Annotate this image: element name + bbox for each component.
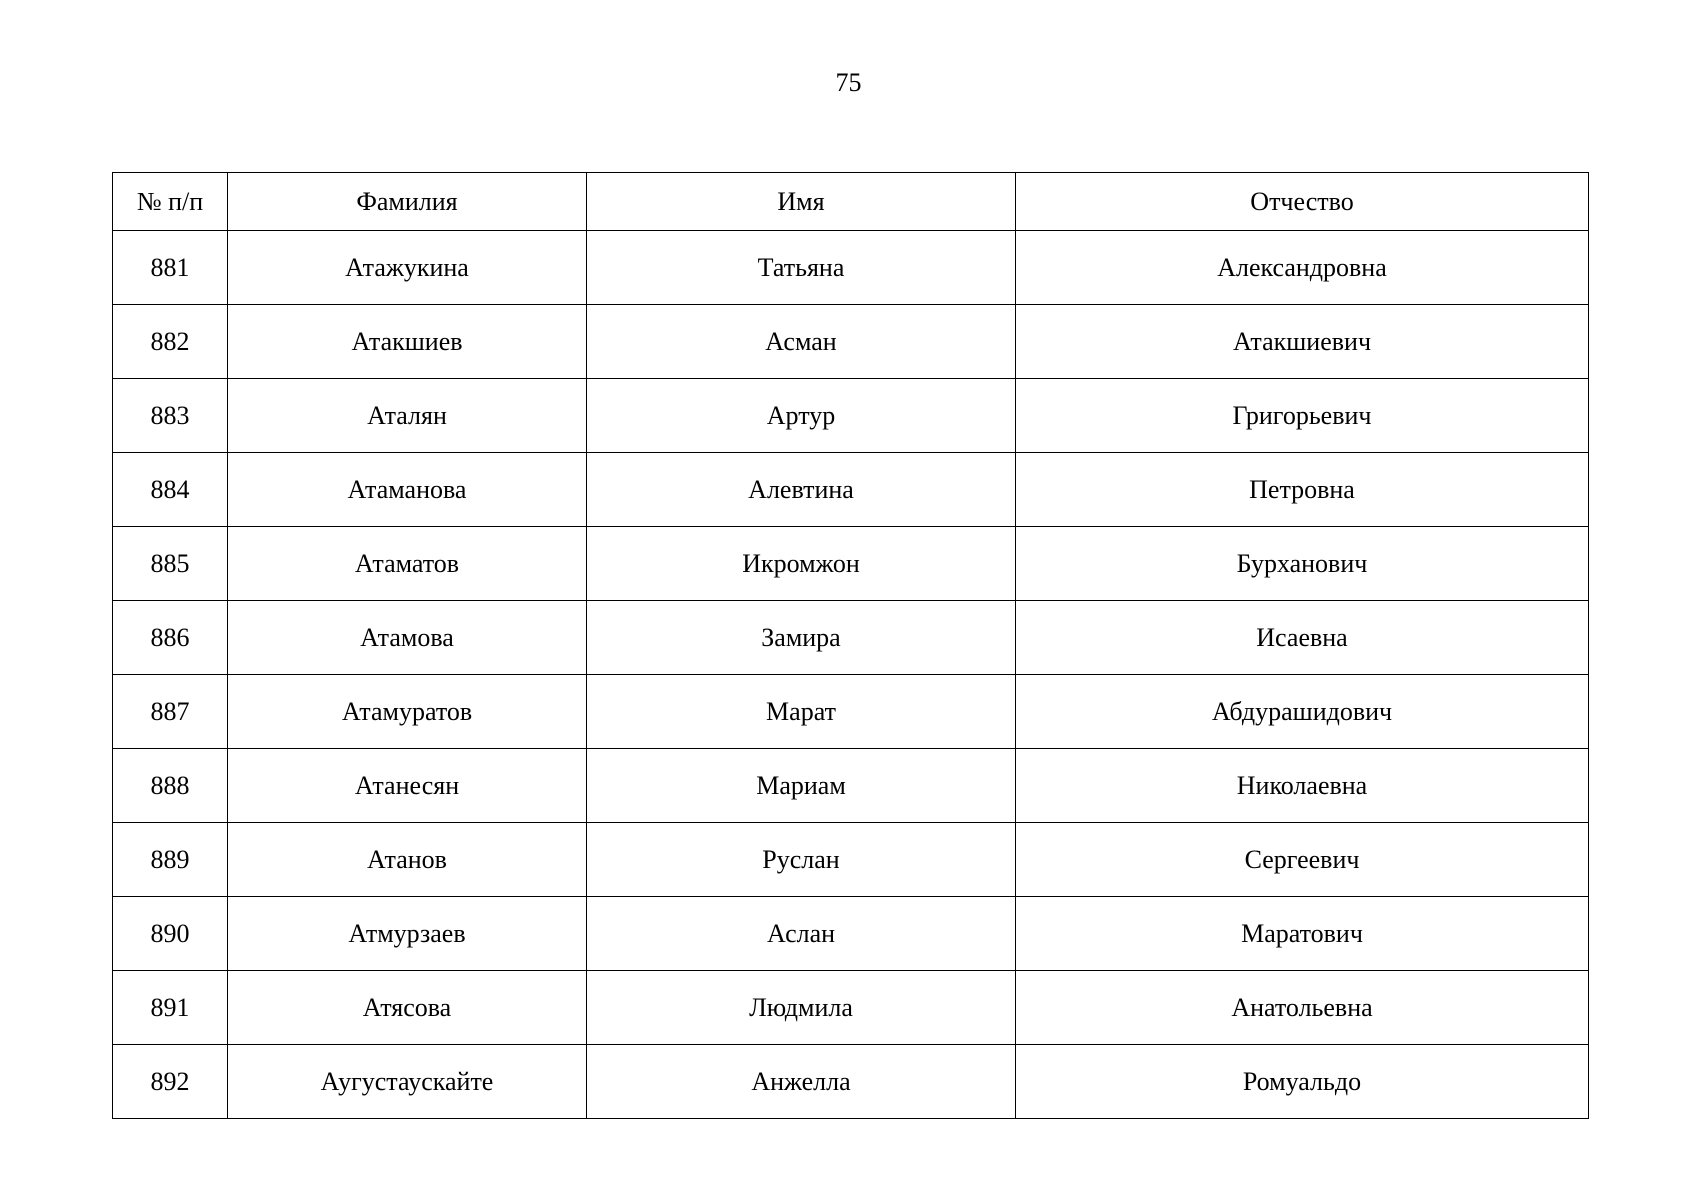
table-row	[113, 749, 1589, 823]
header-patronymic: Отчество	[1016, 173, 1589, 231]
cell-first-name: Людмила	[587, 971, 1016, 1045]
cell-first-name: Аслан	[587, 897, 1016, 971]
cell-number: 886	[113, 601, 228, 675]
table-row	[113, 379, 1589, 453]
names-table	[112, 172, 1589, 1119]
table-row	[113, 231, 1589, 305]
cell-patronymic: Сергеевич	[1016, 823, 1589, 897]
header-row	[113, 173, 1589, 231]
cell-number: 881	[113, 231, 228, 305]
cell-first-name: Мариам	[587, 749, 1016, 823]
cell-last-name: Атаматов	[228, 527, 587, 601]
cell-last-name: Атамова	[228, 601, 587, 675]
header-first-name: Имя	[587, 173, 1016, 231]
table-row	[113, 453, 1589, 527]
table-row	[113, 675, 1589, 749]
table-header	[113, 173, 1589, 231]
cell-last-name: Атанов	[228, 823, 587, 897]
cell-patronymic: Ромуальдо	[1016, 1045, 1589, 1119]
cell-patronymic: Николаевна	[1016, 749, 1589, 823]
cell-number: 892	[113, 1045, 228, 1119]
cell-first-name: Руслан	[587, 823, 1016, 897]
cell-number: 884	[113, 453, 228, 527]
cell-first-name: Татьяна	[587, 231, 1016, 305]
cell-last-name: Атясова	[228, 971, 587, 1045]
cell-first-name: Артур	[587, 379, 1016, 453]
header-number: № п/п	[113, 173, 228, 231]
table-body	[113, 231, 1589, 1119]
cell-first-name: Икромжон	[587, 527, 1016, 601]
cell-number: 891	[113, 971, 228, 1045]
cell-patronymic: Григорьевич	[1016, 379, 1589, 453]
cell-first-name: Марат	[587, 675, 1016, 749]
page-number: 75	[835, 68, 862, 97]
table-row	[113, 823, 1589, 897]
cell-patronymic: Бурханович	[1016, 527, 1589, 601]
cell-patronymic: Атакшиевич	[1016, 305, 1589, 379]
table-row	[113, 305, 1589, 379]
cell-last-name: Атажукина	[228, 231, 587, 305]
cell-number: 887	[113, 675, 228, 749]
cell-patronymic: Абдурашидович	[1016, 675, 1589, 749]
table-row	[113, 1045, 1589, 1119]
cell-first-name: Асман	[587, 305, 1016, 379]
cell-patronymic: Александровна	[1016, 231, 1589, 305]
cell-last-name: Атакшиев	[228, 305, 587, 379]
cell-patronymic: Анатольевна	[1016, 971, 1589, 1045]
cell-number: 890	[113, 897, 228, 971]
cell-patronymic: Петровна	[1016, 453, 1589, 527]
cell-last-name: Атамуратов	[228, 675, 587, 749]
header-last-name: Фамилия	[228, 173, 587, 231]
cell-last-name: Атаманова	[228, 453, 587, 527]
cell-number: 882	[113, 305, 228, 379]
cell-first-name: Замира	[587, 601, 1016, 675]
cell-first-name: Анжелла	[587, 1045, 1016, 1119]
cell-last-name: Аталян	[228, 379, 587, 453]
table-row	[113, 601, 1589, 675]
cell-patronymic: Маратович	[1016, 897, 1589, 971]
cell-last-name: Аугустаускайте	[228, 1045, 587, 1119]
table-row	[113, 527, 1589, 601]
table-row	[113, 971, 1589, 1045]
cell-number: 888	[113, 749, 228, 823]
cell-first-name: Алевтина	[587, 453, 1016, 527]
cell-number: 885	[113, 527, 228, 601]
cell-patronymic: Исаевна	[1016, 601, 1589, 675]
cell-last-name: Атанесян	[228, 749, 587, 823]
table-row	[113, 897, 1589, 971]
cell-number: 889	[113, 823, 228, 897]
cell-number: 883	[113, 379, 228, 453]
cell-last-name: Атмурзаев	[228, 897, 587, 971]
